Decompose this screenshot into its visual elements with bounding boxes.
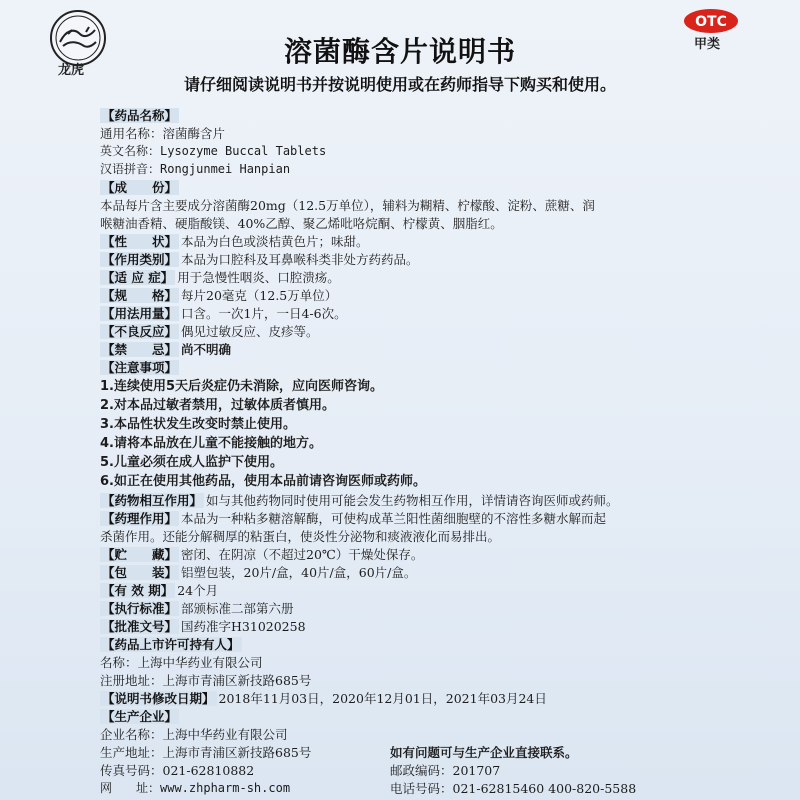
section-package: 【包 装】 铝塑包装，20片/盒，40片/盒，60片/盒。 (102, 565, 417, 580)
section-pharmacology: 【药理作用】 本品为一种粘多糖溶解酶，可使构成革兰阳性菌细胞壁的不溶性多糖水解而起 (102, 511, 607, 526)
page-title: 溶菌酶含片说明书 (283, 35, 516, 68)
holder-name: 名称：上海中华药业有限公司 (100, 655, 263, 670)
section-validity: 【有 效 期】 24个月 (102, 583, 219, 598)
section-holder-heading: 【药品上市许可持有人】 (102, 637, 240, 652)
page-subtitle: 请仔细阅读说明书并按说明使用或在药师指导下购买和使用。 (183, 75, 616, 94)
pharmacology-line-2: 杀菌作用。还能分解稠厚的粘蛋白，使炎性分泌物和痰液液化而易排出。 (100, 529, 501, 544)
precaution-item: 3.本品性状发生改变时禁止使用。 (100, 417, 296, 432)
manufacturer-name: 企业名称：上海中华药业有限公司 (100, 727, 288, 742)
contact-note: 如有问题可与生产企业直接联系。 (390, 745, 578, 760)
manufacturer-phone: 电话号码：021-62815460 400-820-5588 (390, 781, 637, 796)
manufacturer-fax: 传真号码：021-62810882 (100, 763, 255, 778)
pinyin-name: 汉语拼音：Rongjunmei Hanpian (100, 162, 291, 176)
section-dosage: 【用法用量】 口含。一次1片，一日4-6次。 (102, 306, 347, 321)
manufacturer-website[interactable]: 网 址：www.zhpharm-sh.com (100, 781, 291, 795)
section-adverse-reactions: 【不良反应】 偶见过敏反应、皮疹等。 (102, 324, 319, 339)
english-name: 英文名称：Lysozyme Buccal Tablets (100, 144, 327, 158)
holder-address: 注册地址：上海市青浦区新技路685号 (100, 673, 312, 688)
generic-name: 通用名称：溶菌酶含片 (100, 126, 226, 141)
section-indications: 【适 应 症】 用于急慢性咽炎、口腔溃疡。 (102, 270, 340, 285)
section-revision-date: 【说明书修改日期】 2018年11月03日，2020年12月01日，2021年03月24日 (102, 691, 547, 706)
precaution-item: 6.如正在使用其他药品，使用本品前请咨询医师或药师。 (100, 474, 426, 489)
composition-line-2: 喉糖油香精、硬脂酸镁、40%乙醇、聚乙烯吡咯烷酮、柠檬黄、胭脂红。 (100, 216, 503, 231)
precaution-item: 5.儿童必须在成人监护下使用。 (100, 455, 283, 470)
precaution-item: 2.对本品过敏者禁用，过敏体质者慎用。 (100, 398, 335, 413)
section-category: 【作用类别】 本品为口腔科及耳鼻喉科类非处方药药品。 (102, 252, 419, 267)
section-name-heading: 【药品名称】 (102, 108, 178, 123)
section-manufacturer-heading: 【生产企业】 (102, 709, 178, 724)
otc-category: 甲类 (694, 37, 721, 52)
section-composition-heading: 【成 份】 (102, 180, 178, 195)
otc-label: OTC (695, 14, 727, 30)
precaution-item: 1.连续使用5天后炎症仍未消除，应向医师咨询。 (100, 379, 384, 394)
section-approval: 【批准文号】 国药准字H31020258 (102, 619, 306, 634)
section-properties: 【性 状】 本品为白色或淡桔黄色片；味甜。 (102, 234, 369, 249)
composition-line-1: 本品每片含主要成分溶菌酶20mg（12.5万单位），辅料为糊精、柠檬酸、淀粉、蔗糖、润 (100, 198, 595, 213)
section-interactions: 【药物相互作用】 如与其他药物同时使用可能会发生药物相互作用，详情请咨询医师或药师。 (102, 493, 619, 508)
section-precautions-heading: 【注意事项】 (102, 360, 178, 375)
section-specification: 【规 格】 每片20毫克（12.5万单位） (102, 288, 338, 303)
section-standard: 【执行标准】 部颁标准二部第六册 (102, 601, 294, 616)
manufacturer-postcode: 邮政编码：201707 (390, 763, 501, 778)
precaution-item: 4.请将本品放在儿童不能接触的地方。 (100, 436, 322, 451)
manufacturer-address: 生产地址：上海市青浦区新技路685号 (100, 745, 312, 760)
brand-logo-text: 龙虎 (58, 63, 85, 78)
section-contraindications: 【禁 忌】 尚不明确 (102, 342, 232, 357)
section-storage: 【贮 藏】 密闭、在阴凉（不超过20℃）干燥处保存。 (102, 547, 424, 562)
